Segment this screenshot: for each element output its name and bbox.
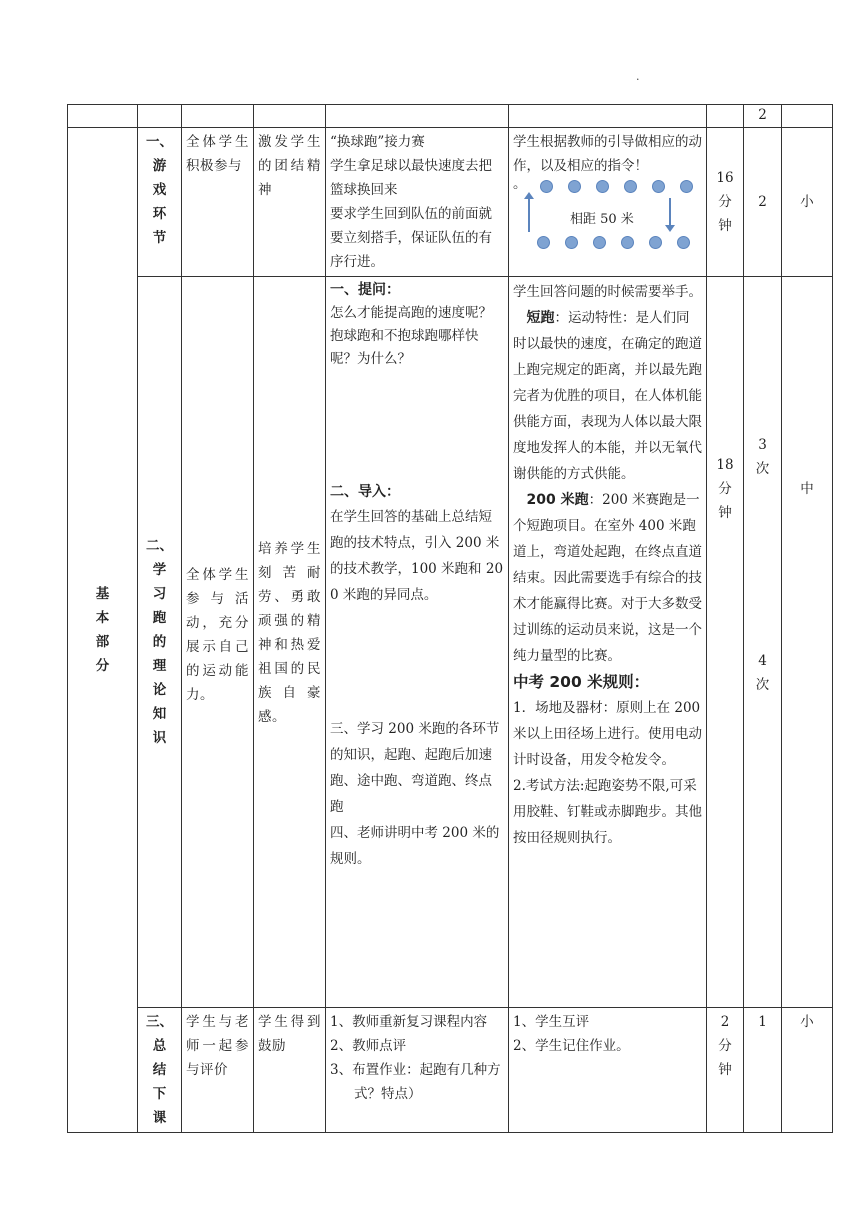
player-dot xyxy=(593,236,606,249)
player-dot xyxy=(624,180,637,193)
intensity-cell: 中 xyxy=(782,277,833,1008)
player-dot xyxy=(537,236,550,249)
goal: 学生得到鼓励 xyxy=(254,1008,326,1133)
learning-activity: 1、学生互评 2、学生记住作业。 xyxy=(509,1008,707,1133)
student-activity: 全体学生积极参与 xyxy=(182,128,254,277)
time-cell: 2 分 钟 xyxy=(707,1008,744,1133)
goal: 培养学生刻苦耐劳、勇敢顽强的精神和热爱祖国的民族自豪感。 xyxy=(254,277,326,1008)
arrow-up-icon xyxy=(528,198,530,232)
time-cell: 16 分 钟 xyxy=(707,128,744,277)
step-label: 一、 游 戏 环 节 xyxy=(138,128,182,277)
count-cell: 3 次 4 次 xyxy=(744,277,782,1008)
learning-activity: 学生回答问题的时候需要举手。 短跑：运动特性：是人们同时以最快的速度，在确定的跑道上跑完规定的距离，并以最先跑完者为优胜的项目，在人体机能供能方面，表现为人体以最大限度地发挥人的本能，并以无氧代谢供能的方式供能。 200 米跑：200 米赛跑是一个短跑项目。在室外 400 米跑道上，弯道处起跑，在终点直道结束。因此需要选手有综合的技术才能赢得比赛。对于大多数受过训练的运动员来说，这是一个纯力量型的比赛。 中考 200 米规则： 1．场地及器材：原则上在 200 米以上田径场上进行。使用电动计时设备，用发令枪发令。 2.考试方法:起跑姿势不限,可采用胶鞋、钉鞋或赤脚跑步。其他按田径规则执行。 xyxy=(509,277,707,1008)
lesson-plan-table xyxy=(67,104,833,1133)
step-label: 二、 学 习 跑 的 理 论 知 识 xyxy=(138,277,182,1008)
table-row-game xyxy=(68,128,833,277)
page-marker: . xyxy=(636,70,640,83)
table-row-summary xyxy=(68,1008,833,1133)
intensity-cell: 小 xyxy=(782,1008,833,1133)
player-dot xyxy=(680,180,693,193)
relay-diagram: 。 相距 50 米 xyxy=(513,178,702,256)
intro-heading: 二、导入： xyxy=(330,484,400,500)
table-row-top xyxy=(68,105,833,128)
section-label: 基 本 部 分 xyxy=(68,128,138,1133)
distance-label: 相距 50 米 xyxy=(570,212,634,227)
player-dot xyxy=(596,180,609,193)
goal: 激发学生的团结精神 xyxy=(254,128,326,277)
player-dot xyxy=(649,236,662,249)
question-heading: 一、提问： xyxy=(330,282,400,298)
student-activity: 全体学生参与活动，充分展示自己的运动能力。 xyxy=(182,277,254,1008)
time-cell: 18 分 钟 xyxy=(707,277,744,1008)
intensity-cell: 小 xyxy=(782,128,833,277)
rules-heading: 中考 200 米规则： xyxy=(513,673,650,691)
count-cell: 1 xyxy=(744,1008,782,1133)
player-dot xyxy=(565,236,578,249)
player-dot xyxy=(568,180,581,193)
table-row-theory xyxy=(68,277,833,1008)
player-dot xyxy=(540,180,553,193)
teacher-activity: 1、教师重新复习课程内容 2、教师点评 3、布置作业：起跑有几种方式？特点） xyxy=(326,1008,509,1133)
count-cell: 2 xyxy=(744,105,782,128)
step-label: 三、 总 结 下 课 xyxy=(138,1008,182,1133)
count-cell: 2 xyxy=(744,128,782,277)
arrow-down-icon xyxy=(669,198,671,226)
player-dot xyxy=(621,236,634,249)
sprint-title: 短跑 xyxy=(526,310,555,326)
teacher-activity: “换球跑”接力赛 学生拿足球以最快速度去把篮球换回来 要求学生回到队伍的前面就要立刻搭手，保证队伍的有序行进。 xyxy=(326,128,509,277)
student-activity: 学生与老师一起参与评价 xyxy=(182,1008,254,1133)
learning-activity: 学生根据教师的引导做相应的动作，以及相应的指令！ 。 相距 50 米 xyxy=(509,128,707,277)
player-dot xyxy=(652,180,665,193)
player-dot xyxy=(677,236,690,249)
200m-title: 200 米跑 xyxy=(526,492,589,508)
teacher-activity: 一、提问： 怎么才能提高跑的速度呢？抱球跑和不抱球跑哪样快呢？为什么？ 二、导入： 在学生回答的基础上总结短跑的技术特点，引入 200 米的技术教学，100 米跑和 200 米跑的异同点。 三、学习 200 米跑的各环节的知识，起跑、起跑后加速跑、途中跑、弯道跑、终点跑 四、老师讲明中考 200 米的规则。 xyxy=(326,277,509,1008)
